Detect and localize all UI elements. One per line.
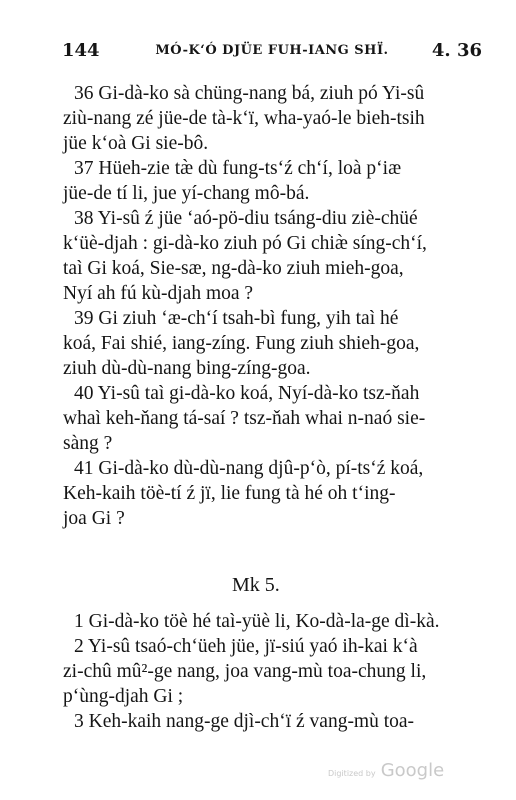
- text-line: ziuh dù-dù-nang bing-zíng-goa.: [63, 358, 311, 379]
- chapter-verse-ref: 4. 36: [431, 40, 482, 61]
- running-title: MÓ-K‘Ó DJÜE FUH-IANG SHÏ.: [155, 43, 389, 58]
- text-line: whaì keh-ňang tá-saí ? tsz-ňah whai n-naó sie-: [63, 408, 426, 429]
- digitized-watermark: [328, 760, 444, 781]
- google-logo: Google: [380, 760, 445, 781]
- page-header: [62, 40, 482, 64]
- text-line: p‘ùng-djah Gi ;: [63, 686, 184, 707]
- text-line: sàng ?: [63, 433, 113, 454]
- text-line: zi-chû mû²-ge nang, joa vang-mù toa-chung li,: [63, 661, 427, 682]
- text-line: 3 Keh-kaih nang-ge djì-ch‘ï ź vang-mù toa-: [74, 711, 415, 732]
- text-line: Nyí ah fú kù-djah moa ?: [63, 283, 254, 304]
- page-number: 144: [62, 40, 100, 61]
- text-line: 40 Yi-sû taì gi-dà-ko koá, Nyí-dà-ko tsz-ňah: [74, 383, 420, 404]
- text-line: jüe-de tí li, jue yí-chang mô-bá.: [63, 183, 310, 204]
- text-line: 41 Gi-dà-ko dù-dù-nang djû-p‘ò, pí-ts‘ź koá,: [74, 458, 424, 479]
- text-line: taì Gi koá, Sie-sæ, ng-dà-ko ziuh mieh-goa,: [63, 258, 404, 279]
- chapter-heading: Mk 5.: [232, 574, 280, 596]
- text-line: 2 Yi-sû tsaó-ch‘üeh jüe, jï-siú yaó ih-kai k‘à: [74, 636, 418, 657]
- watermark-prefix: Digitized by: [328, 769, 376, 778]
- text-line: koá, Fai shié, iang-zíng. Fung ziuh shieh-goa,: [63, 333, 420, 354]
- text-line: 38 Yi-sû ź jüe ‘aó-pö-diu tsáng-diu ziè-chüé: [74, 208, 418, 229]
- text-line: jüe k‘oà Gi sie-bô.: [63, 133, 209, 154]
- text-line: 37 Hüeh-zie tæ̀ dù fung-ts‘ź ch‘í, loà p‘iæ: [74, 158, 402, 179]
- text-line: k‘üè-djah : gi-dà-ko ziuh pó Gi chiæ̀ síng-ch‘í,: [63, 233, 427, 254]
- text-line: 1 Gi-dà-ko töè hé taì-yüè li, Ko-dà-la-ge dì-kà.: [74, 611, 440, 632]
- text-line: 36 Gi-dà-ko sà chüng-nang bá, ziuh pó Yi-sû: [74, 83, 425, 104]
- text-line: 39 Gi ziuh ‘æ-ch‘í tsah-bì fung, yih taì hé: [74, 308, 399, 329]
- text-line: ziù-nang zé jüe-de tà-k‘ï, wha-yaó-le bieh-tsih: [63, 108, 425, 129]
- text-line: joa Gi ?: [63, 508, 125, 529]
- text-line: Keh-kaih töè-tí ź jï, lie fung tà hé oh t‘ing-: [63, 483, 396, 504]
